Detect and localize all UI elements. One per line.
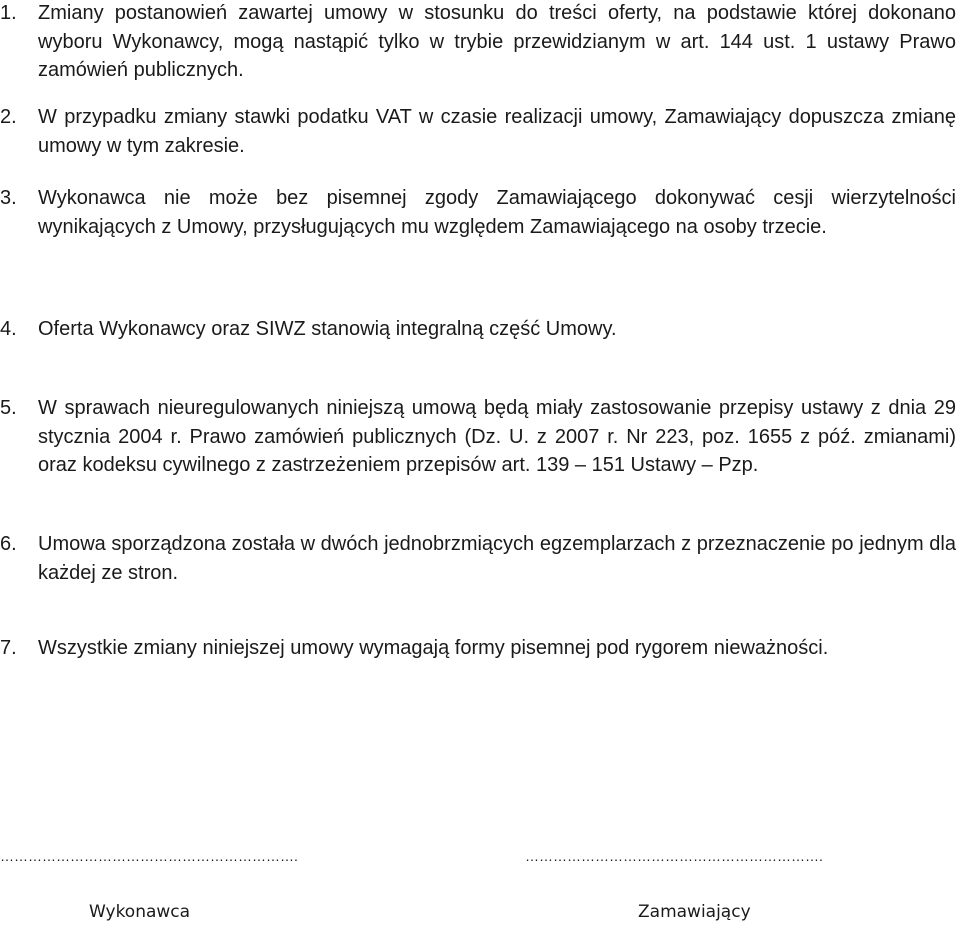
- clause-4: [0, 315, 956, 344]
- clause-number: 4.: [0, 318, 17, 340]
- clause-1: [0, 0, 956, 85]
- clause-number: 1.: [0, 2, 17, 24]
- clause-number: 7.: [0, 637, 17, 659]
- clause-text: W przypadku zmiany stawki podatku VAT w czasie realizacji umowy, Zamawiający dopuszcza zmianę umowy w tym zakresie.: [38, 106, 956, 157]
- clause-text: Oferta Wykonawcy oraz SIWZ stanowią integralną część Umowy.: [38, 318, 617, 340]
- signature-line-left: ……………………………………………………….: [0, 848, 298, 864]
- clause-text: Zmiany postanowień zawartej umowy w stosunku do treści oferty, na podstawie której dokonano wyboru Wykonawcy, mogą nastąpić tylko w trybie przewidzianym w art. 144 ust. 1 ustawy Prawo zamówień publicznych.: [38, 2, 956, 81]
- clause-text: Umowa sporządzona została w dwóch jednobrzmiących egzemplarzach z przeznaczenie po jednym dla każdej ze stron.: [38, 533, 956, 584]
- clause-text: Wykonawca nie może bez pisemnej zgody Zamawiającego dokonywać cesji wierzytelności wynikających z Umowy, przysługujących mu względem Zamawiającego na osoby trzecie.: [38, 187, 956, 238]
- clause-2: [0, 103, 956, 160]
- clause-3: [0, 184, 956, 241]
- signature-label-employer: Zamawiający: [638, 902, 751, 922]
- clause-number: 5.: [0, 397, 17, 419]
- clause-5: [0, 394, 956, 480]
- clause-6: [0, 530, 956, 587]
- clause-text: W sprawach nieuregulowanych niniejszą umową będą miały zastosowanie przepisy ustawy z dnia 29 stycznia 2004 r. Prawo zamówień publicznych (Dz. U. z 2007 r. Nr 223, poz. 1655 z póź. zmianami) oraz kodeksu cywilnego z zastrzeżeniem przepisów art. 139 – 151 Ustawy – Pzp.: [38, 397, 956, 476]
- signature-line-right: ……………………………………………………….: [525, 848, 823, 864]
- clause-number: 6.: [0, 533, 17, 555]
- clause-number: 2.: [0, 106, 17, 128]
- signature-label-contractor: Wykonawca: [89, 902, 191, 922]
- clause-number: 3.: [0, 187, 17, 209]
- clause-7: [0, 634, 956, 663]
- clause-text: Wszystkie zmiany niniejszej umowy wymagają formy pisemnej pod rygorem nieważności.: [38, 637, 829, 659]
